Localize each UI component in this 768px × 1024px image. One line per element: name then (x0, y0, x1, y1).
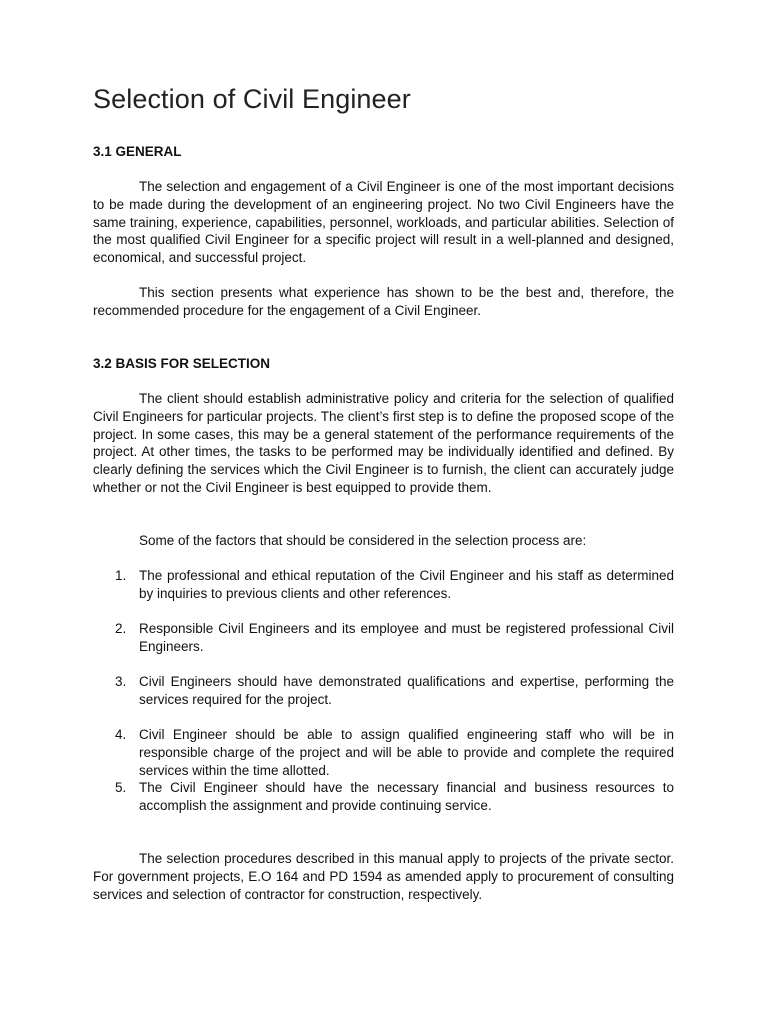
list-item-text: The professional and ethical reputation of the Civil Engineer and his staff as determined by inquiries to previous clients and other references. (139, 568, 674, 601)
list-item-number: 1. (115, 568, 127, 583)
basis-paragraph-1: The client should establish administrative policy and criteria for the selection of qualified Civil Engineers for particular projects. The client’s first step is to define the proposed scope of the project. In some cases, this may be a general statement of the performance requirements of the project. At other times, the tasks to be performed may be individually identified and defined. By clearly defining the services which the Civil Engineer is to furnish, the client can accurately judge whether or not the Civil Engineer is best equipped to provide them. (93, 391, 674, 495)
list-item-number: 3. (115, 674, 127, 689)
section-heading-general: 3.1 GENERAL (93, 144, 182, 159)
list-item-text: Civil Engineer should be able to assign qualified engineering staff who will be in responsible charge of the project and will be able to provide and complete the required services within the time allotted. (139, 727, 674, 778)
general-paragraph-2: This section presents what experience has shown to be the best and, therefore, the recommended procedure for the engagement of a Civil Engineer. (93, 285, 674, 318)
list-item-text: Civil Engineers should have demonstrated qualifications and expertise, performing the services required for the project. (139, 674, 674, 707)
section-heading-basis: 3.2 BASIS FOR SELECTION (93, 356, 271, 371)
basis-paragraph-2: Some of the factors that should be considered in the selection process are: (139, 533, 587, 548)
list-item-number: 2. (115, 621, 127, 636)
general-paragraph-1: The selection and engagement of a Civil Engineer is one of the most important decisions to be made during the development of an engineering project. No two Civil Engineers have the same training, experience, capabilities, personnel, workloads, and particular abilities. Selection of the most qualified Civil Engineer for a specific project will result in a well-planned and designed, economical, and successful project. (93, 179, 674, 266)
list-item-text: The Civil Engineer should have the necessary financial and business resources to accomplish the assignment and provide continuing service. (139, 780, 674, 813)
list-item-number: 4. (115, 727, 127, 742)
page-title: Selection of Civil Engineer (93, 84, 411, 114)
closing-paragraph: The selection procedures described in this manual apply to projects of the private sector. For government projects, E.O 164 and PD 1594 as amended apply to procurement of consulting services and selection of contractor for construction, respectively. (93, 851, 674, 902)
list-item-number: 5. (115, 780, 127, 795)
list-item-text: Responsible Civil Engineers and its employee and must be registered professional Civil Engineers. (139, 621, 674, 654)
